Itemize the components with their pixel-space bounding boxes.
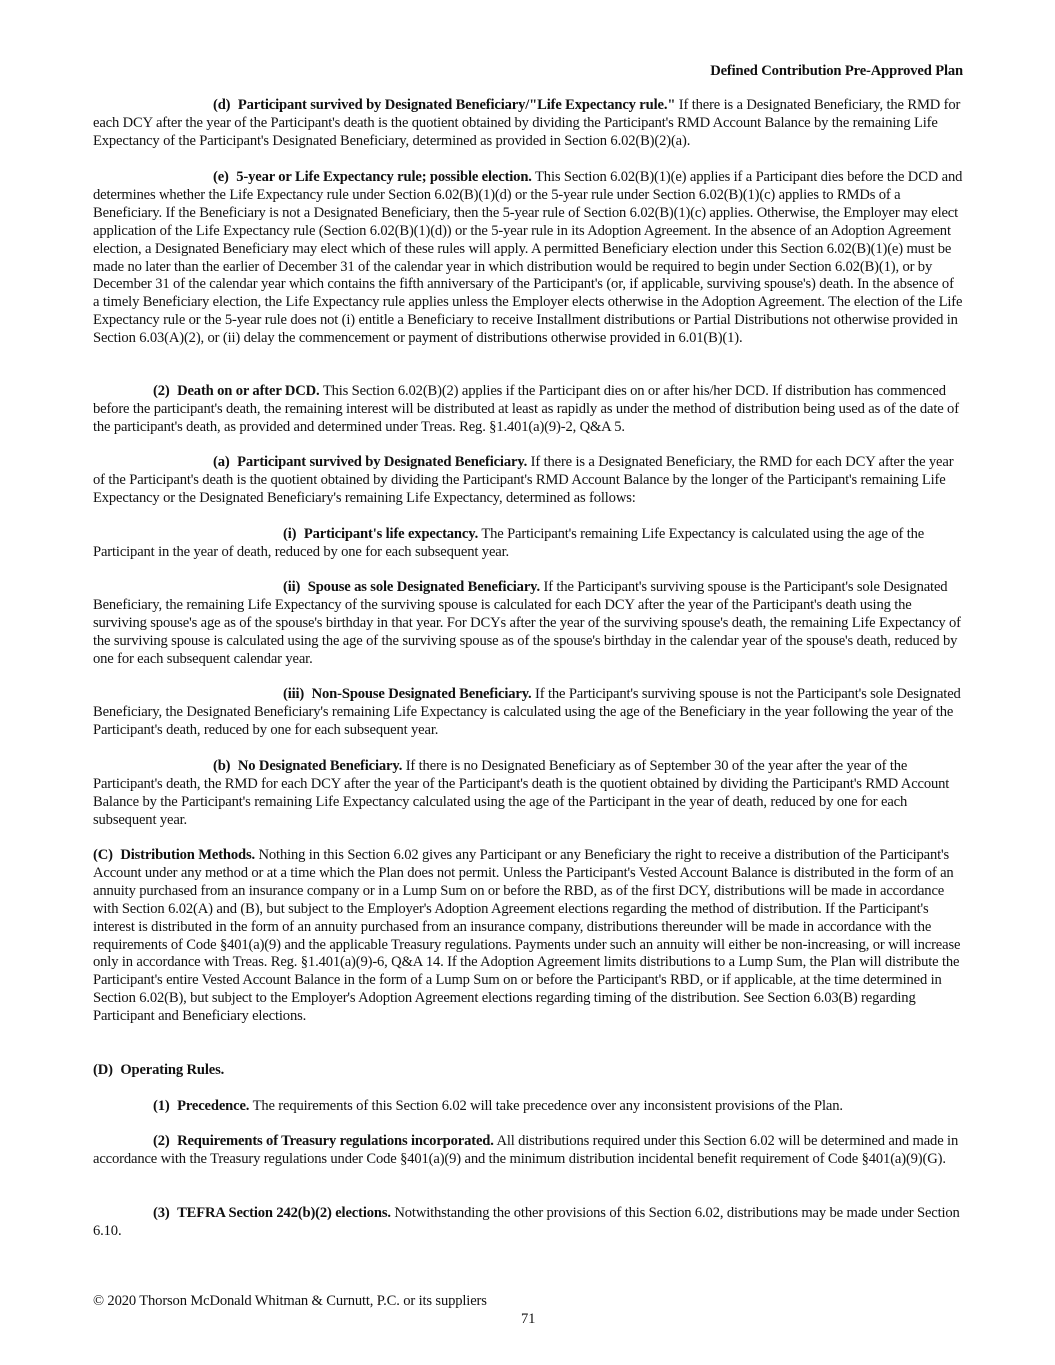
paragraph-body: This Section 6.02(B)(1)(e) applies if a Participant dies before the DCD and determines whether the Life Expectancy rule under Section 6.02(B)(1)(d) or the 5-year rule under Section 6.02(B)(1)(c) applies to RMDs of a Beneficiary. If the Beneficiary is not a Designated Beneficiary, then the 5-year rule of Section 6.02(B)(1)(c) applies. Otherwise, the Employer may elect application of the Life Expectancy rule (Section 6.02(B)(1)(d)) or the 5-year rule in its Adoption Agreement. In the absence of an Adoption Agreement election, a Designated Beneficiary may elect which of these rules will apply. A permitted Beneficiary election under this Section 6.02(B)(1)(e) must be made no later than the earlier of December 31 of the calendar year in which distribution would be required to begin under Section 6.02(B)(1), or by December 31 of the calendar year which contains the fifth anniversary of the Participant's (or, if applicable, surviving spouse's) death. In the absence of a timely Beneficiary election, the Life Expectancy rule applies unless the Employer elects otherwise in the Adoption Agreement. The election of the Life Expectancy rule or the 5-year rule does not (i) entitle a Beneficiary to receive Installment distributions or Partial Distributions not otherwise provided in Section 6.03(A)(2), or (ii) delay the commencement or payment of distributions otherwise provided in 6.01(B)(1). (93, 169, 963, 347)
paragraph-c (93, 847, 963, 1026)
paragraph-b2b (93, 758, 963, 830)
item-label: (i) (283, 526, 297, 542)
item-label: (e) (213, 169, 229, 185)
paragraph-body: The Participant's remaining Life Expectancy is calculated using the age of the Participant in the year of death, reduced by one for each subsequent year. (93, 526, 925, 560)
running-header: Defined Contribution Pre-Approved Plan (710, 63, 963, 79)
paragraph-body: If the Participant's surviving spouse is the Participant's sole Designated Beneficiary, the remaining Life Expectancy of the surviving spouse is calculated for each DCY after the year of the Participant's death using the surviving spouse's age as of the spouse's birthday in that year. For DCYs after the year of the surviving spouse's death, the remaining Life Expectancy of the surviving spouse is calculated using the age of the surviving spouse as of the spouse's birthday in the calendar year of the spouse's death, reduced by one for each subsequent calendar year. (93, 579, 961, 667)
paragraph-b2a-i (93, 526, 963, 562)
paragraph-body: Notwithstanding the other provisions of this Section 6.02, distributions may be made under Section 6.10. (93, 1205, 960, 1239)
paragraph-d1 (93, 1098, 963, 1116)
paragraph-d3 (93, 1205, 963, 1241)
paragraph-body: If there is a Designated Beneficiary, the RMD for each DCY after the year of the Participant's death is the quotient obtained by dividing the Participant's RMD Account Balance by the remaining Life Expectancy of the Participant's Designated Beneficiary, determined as provided in Section 6.02(B)(2)(a). (93, 97, 961, 149)
paragraph-heading: Participant's life expectancy. (303, 526, 479, 542)
item-label: (D) (93, 1062, 113, 1078)
paragraph-heading: Spouse as sole Designated Beneficiary. (307, 579, 540, 595)
paragraph-heading: 5-year or Life Expectancy rule; possible election. (236, 169, 532, 185)
paragraph-body: All distributions required under this Section 6.02 will be determined and made in accordance with the Treasury regulations under Code §401(a)(9) and the minimum distribution incidental benefit requirement of Code §401(a)(9)(G). (93, 1133, 959, 1167)
footer-copyright: © 2020 Thorson McDonald Whitman & Curnutt, P.C. or its suppliers (93, 1293, 487, 1309)
paragraph-heading: Participant survived by Designated Beneficiary/"Life Expectancy rule." (237, 97, 676, 113)
paragraph-body: The requirements of this Section 6.02 will take precedence over any inconsistent provisions of the Plan. (252, 1098, 843, 1114)
paragraph-body: Nothing in this Section 6.02 gives any Participant or any Beneficiary the right to receive a distribution of the Participant's Account under any method or at a time which the Plan does not permit. Unless the Participant's Vested Account Balance is distributed in the form of an annuity purchased from an insurance company or in a Lump Sum on or before the RBD, as of the first DCY, distributions will be made in accordance with Section 6.02(A) and (B), but subject to the Employer's Adoption Agreement elections regarding the method of distribution. If the Participant's interest is distributed in the form of an annuity purchased from an insurance company, distributions thereunder will be made in accordance with the requirements of Code §401(a)(9) and the applicable Treasury regulations. Payments under such an annuity will either be non-increasing, or will increase only in accordance with Treas. Reg. §1.401(a)(9)-6, Q&A 14. If the Adoption Agreement limits distributions to a Lump Sum, the Plan will distribute the Participant's entire Vested Account Balance in the form of a Lump Sum on or before the Participant's RBD, or if applicable, at the time determined in Section 6.02(B), but subject to the Employer's Adoption Agreement elections regarding timing of the distribution. See Section 6.03(B) regarding Participant and Beneficiary elections. (93, 847, 961, 1025)
paragraph-b2a-iii (93, 686, 963, 740)
paragraph-body: If there is a Designated Beneficiary, the RMD for each DCY after the year of the Participant's death is the quotient obtained by dividing the Participant's RMD Account Balance by the longer of the Participant's remaining Life Expectancy or the Designated Beneficiary's remaining Life Expectancy, determined as follows: (93, 454, 954, 506)
paragraph-heading: Requirements of Treasury regulations incorporated. (177, 1133, 494, 1149)
paragraph-b2 (93, 383, 963, 437)
paragraph-heading: Death on or after DCD. (177, 383, 320, 399)
paragraph-heading: Distribution Methods. (120, 847, 256, 863)
paragraph-heading: Non-Spouse Designated Beneficiary. (311, 686, 532, 702)
paragraph-heading: TEFRA Section 242(b)(2) elections. (177, 1205, 391, 1221)
paragraph-body: If there is no Designated Beneficiary as of September 30 of the year after the year of the Participant's death, the RMD for each DCY after the year of the Participant's death is the quotient obtained by dividing the Participant's RMD Account Balance by the Participant's remaining Life Expectancy calculated using the age of the Participant in the year of death, reduced by one for each subsequent year. (93, 758, 950, 828)
page-number: 71 (521, 1311, 536, 1327)
paragraph-d (93, 1062, 963, 1080)
item-label: (2) (153, 383, 170, 399)
paragraph-heading: No Designated Beneficiary. (237, 758, 403, 774)
paragraph-heading: Precedence. (177, 1098, 250, 1114)
paragraph-body: If the Participant's surviving spouse is not the Participant's sole Designated Beneficiary, the Designated Beneficiary's remaining Life Expectancy is calculated using the age of the Beneficiary in the year following the year of the Participant's death, reduced by one for each subsequent year. (93, 686, 961, 738)
paragraph-b1e (93, 169, 963, 348)
item-label: (a) (213, 454, 230, 470)
item-label: (iii) (283, 686, 305, 702)
paragraph-b2a (93, 454, 963, 508)
paragraph-b2a-ii (93, 579, 963, 669)
paragraph-body: This Section 6.02(B)(2) applies if the Participant dies on or after his/her DCD. If distribution has commenced before the participant's death, the remaining interest will be distributed at least as rapidly as under the method of distribution being used as of the date of the participant's death, as provided and determined under Treas. Reg. §1.401(a)(9)-2, Q&A 5. (93, 383, 959, 435)
paragraph-heading: Participant survived by Designated Beneficiary. (237, 454, 528, 470)
item-label: (C) (93, 847, 113, 863)
item-label: (3) (153, 1205, 170, 1221)
item-label: (1) (153, 1098, 170, 1114)
item-label: (d) (213, 97, 231, 113)
item-label: (2) (153, 1133, 170, 1149)
item-label: (ii) (283, 579, 301, 595)
paragraph-b1d (93, 97, 963, 151)
item-label: (b) (213, 758, 231, 774)
paragraph-d2 (93, 1133, 963, 1169)
paragraph-heading: Operating Rules. (120, 1062, 225, 1078)
